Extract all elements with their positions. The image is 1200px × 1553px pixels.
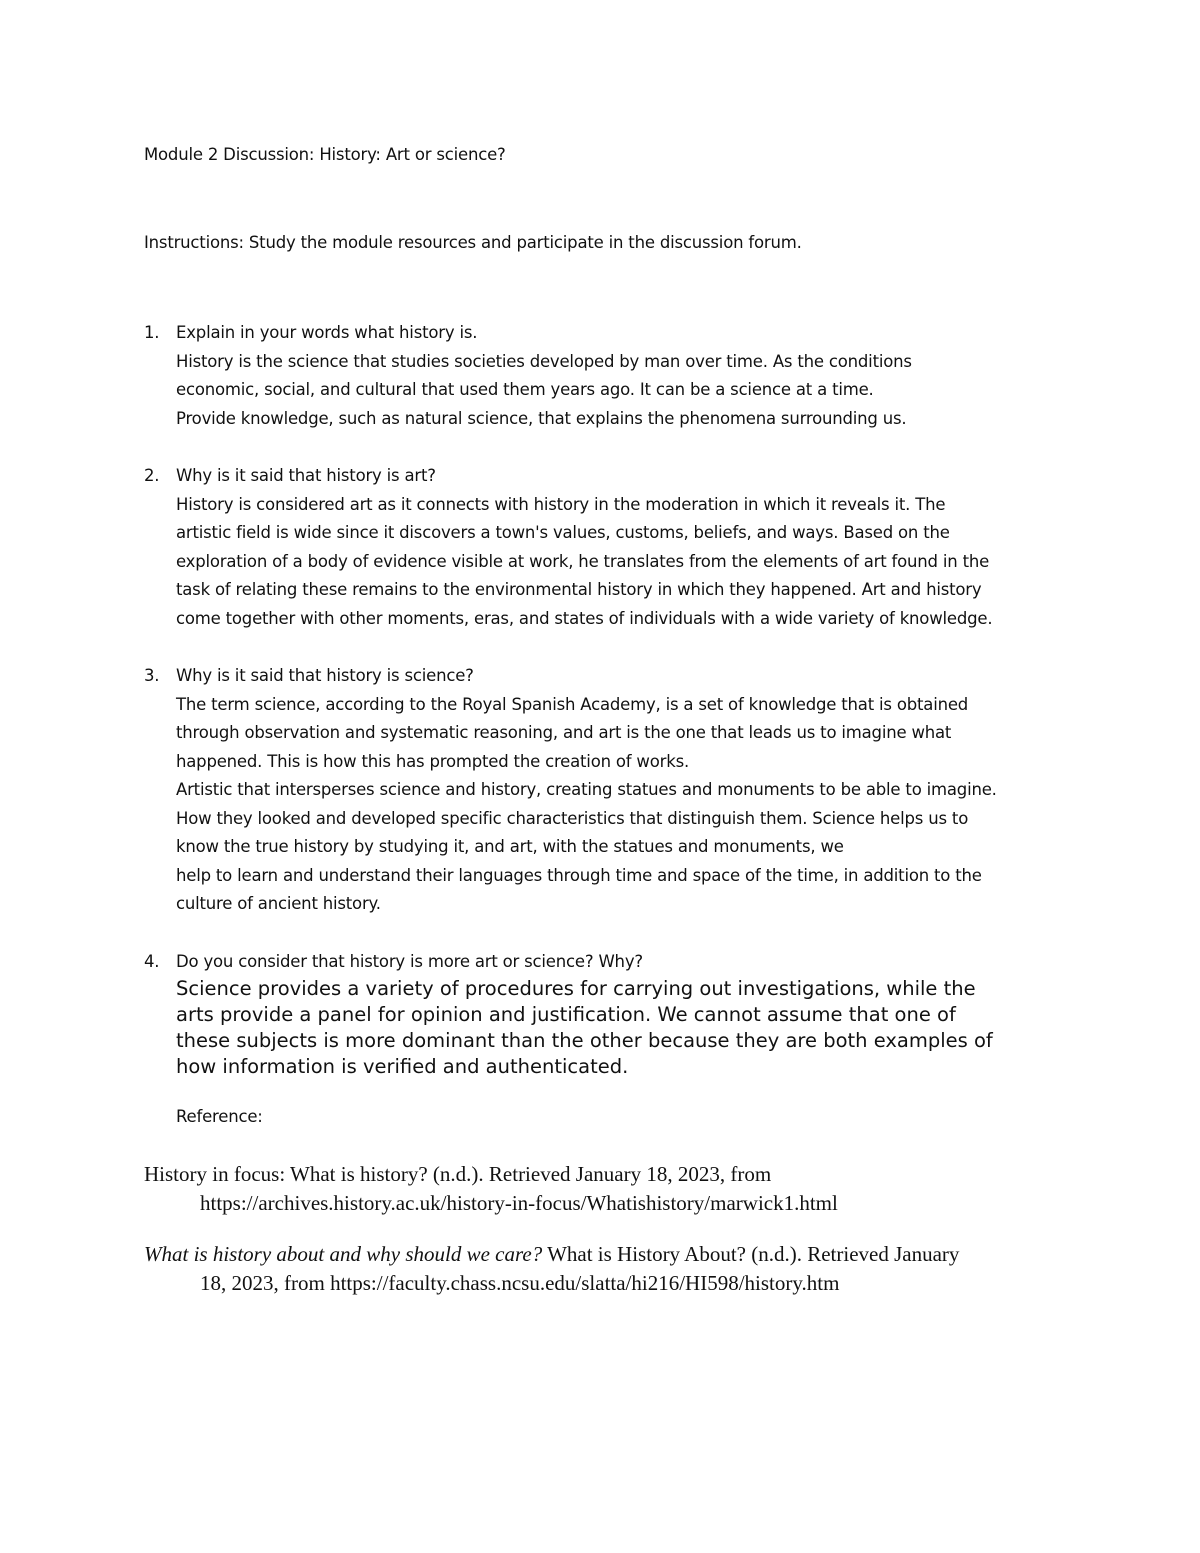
reference-title-italic: What is history about and why should we care? [144,1242,543,1266]
question-list [144,319,1084,1080]
answer-line: these subjects is more dominant than the other because they are both examples of [176,1029,993,1052]
question-item-2 [144,462,1084,633]
question-item-1 [144,319,1084,433]
reference-label: Reference: [176,1107,263,1126]
reference-line-rest: What is History About? (n.d.). Retrieved January [542,1242,960,1266]
question-number: 2. [144,466,160,485]
question-text: Why is it said that history is art? [176,466,436,485]
question-text: Do you consider that history is more art or science? Why? [176,951,643,971]
question-item-4 [144,948,1084,1081]
answer-line: task of relating these remains to the environmental history in which they happened. Art and history [176,580,982,599]
reference-url: https://archives.history.ac.uk/history-in-focus/Whatishistory/marwick1.html [200,1191,838,1215]
reference-entry-2 [144,1240,1084,1298]
reference-url: 18, 2023, from https://faculty.chass.ncsu.edu/slatta/hi216/HI598/history.htm [200,1271,840,1295]
question-number: 3. [144,666,160,685]
answer-line: culture of ancient history. [176,894,381,913]
question-item-3 [144,662,1084,919]
answer-line: History is the science that studies societies developed by man over time. As the conditions [176,351,912,371]
answer-line: come together with other moments, eras, and states of individuals with a wide variety of knowledge. [176,608,993,628]
answer-line: History is considered art as it connects with history in the moderation in which it reveals it. The [176,494,946,514]
answer-line: through observation and systematic reasoning, and art is the one that leads us to imagine what [176,723,952,742]
answer-line: happened. This is how this has prompted the creation of works. [176,751,690,771]
answer-line: economic, social, and cultural that used them years ago. It can be a science at a time. [176,380,874,399]
answer-line: know the true history by studying it, and art, with the statues and monuments, we [176,837,844,856]
question-text: Why is it said that history is science? [176,666,474,685]
answer-line: Artistic that intersperses science and history, creating statues and monuments to be able to imagine. [176,780,997,799]
answer-line: Provide knowledge, such as natural science, that explains the phenomena surrounding us. [176,408,907,428]
answer-line: Science provides a variety of procedures for carrying out investigations, while the [176,977,976,1000]
reference-line [144,1240,1084,1269]
answer-line: how information is verified and authenticated. [176,1055,629,1078]
reference-entry-1 [144,1160,1084,1218]
answer-line: How they looked and developed specific characteristics that distinguish them. Science helps us to [176,808,969,828]
document-title: Module 2 Discussion: History: Art or science? [144,145,506,164]
question-number: 1. [144,323,160,342]
question-text: Explain in your words what history is. [176,323,478,342]
answer-line: The term science, according to the Royal Spanish Academy, is a set of knowledge that is obtained [176,694,969,714]
answer-line: help to learn and understand their languages through time and space of the time, in addition to the [176,865,982,885]
answer-line: artistic field is wide since it discovers a town's values, customs, beliefs, and ways. Based on the [176,523,950,542]
reference-line: History in focus: What is history? (n.d.). Retrieved January 18, 2023, from [144,1162,772,1186]
answer-line: arts provide a panel for opinion and justification. We cannot assume that one of [176,1003,956,1026]
answer-line: exploration of a body of evidence visible at work, he translates from the elements of art found in the [176,551,990,571]
question-number: 4. [144,951,160,971]
instructions-text: Instructions: Study the module resources and participate in the discussion forum. [144,233,802,252]
